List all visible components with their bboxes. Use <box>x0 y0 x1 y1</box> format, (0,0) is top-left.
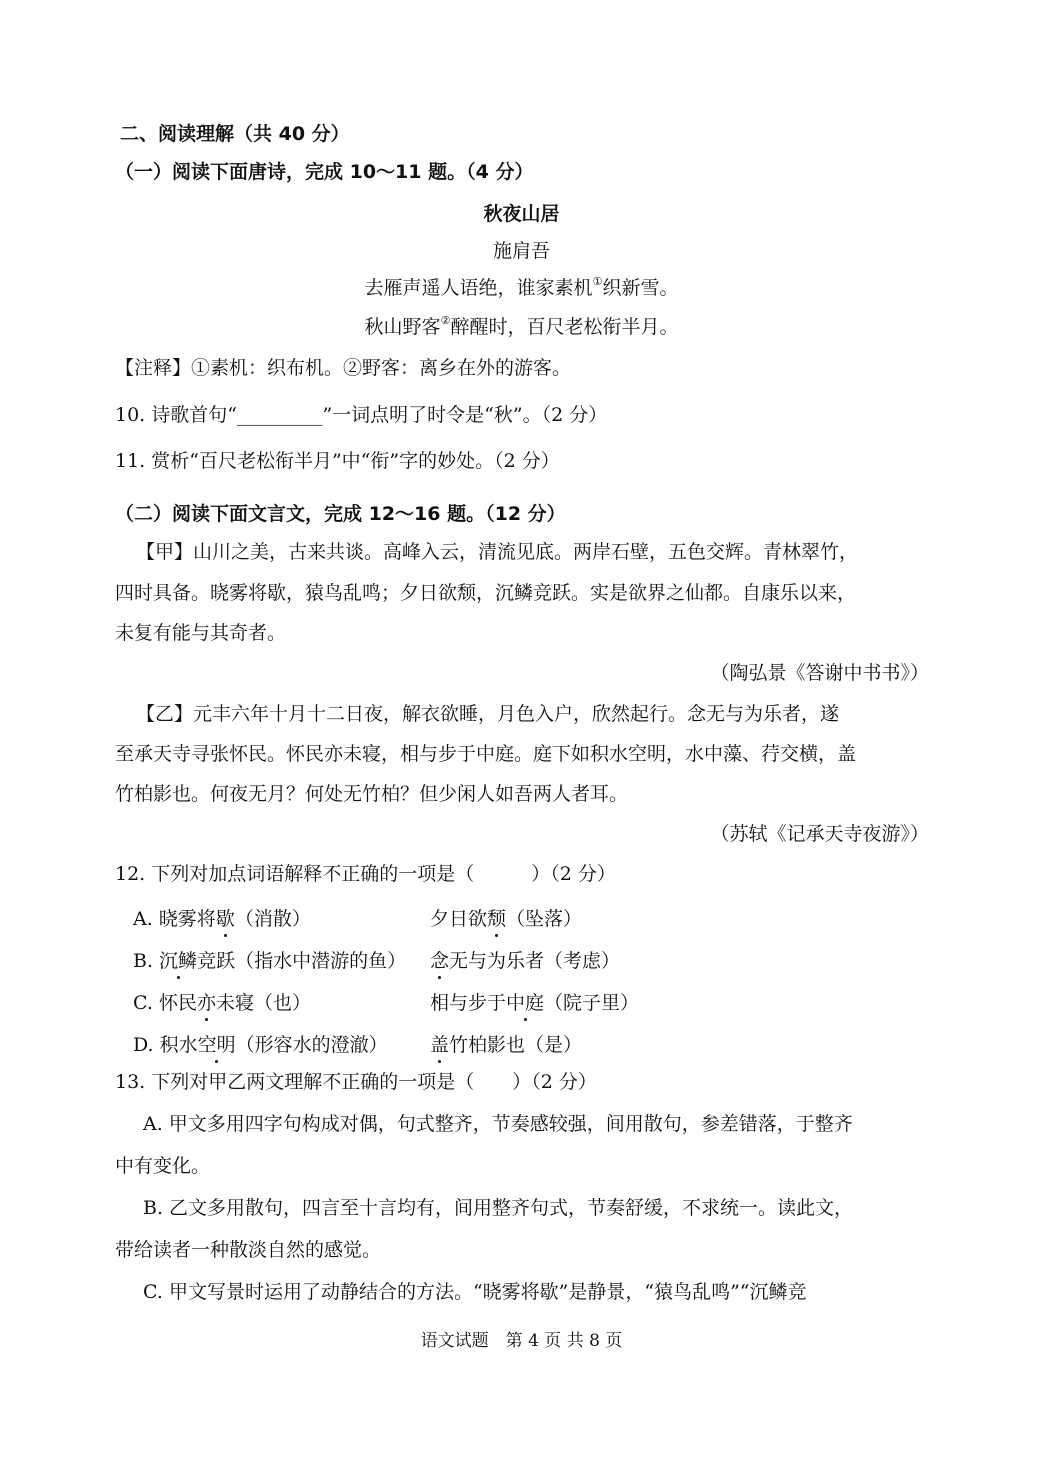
passage-jia-line-1: 【甲】山川之美，古来共谈。高峰入云，清流见底。两岸石壁，五色交辉。青林翠竹， <box>136 541 859 563</box>
passage-jia-line-3: 未复有能与其奇者。 <box>115 622 287 644</box>
footnote-marker-2: ② <box>440 314 451 327</box>
option-a-left: A. 晓雾将歇（消散） <box>133 904 311 931</box>
question-10: 10. 诗歌首句“_________”一词点明了时令是“秋”。（2 分） <box>115 404 608 426</box>
footnote-marker-1: ① <box>592 275 603 288</box>
passage-yi-line-1: 【乙】元丰六年十月十二日夜，解衣欲睡，月色入户，欣然起行。念无与为乐者，遂 <box>136 703 840 725</box>
passage-jia-source: （陶弘景《答谢中书书》） <box>710 662 929 684</box>
dotted-word: 盖 <box>430 1030 449 1057</box>
poem-note: 【注释】①素机：织布机。②野客：离乡在外的游客。 <box>115 357 572 379</box>
dotted-word: 颓 <box>487 904 506 931</box>
passage-yi-line-3: 竹柏影也。何夜无月？何处无竹柏？但少闲人如吾两人者耳。 <box>115 783 629 805</box>
dotted-word: 歇 <box>216 904 235 931</box>
part1-heading: （一）阅读下面唐诗，完成 10～11 题。（4 分） <box>115 161 534 183</box>
option-c-left: C. 怀民亦未寝（也） <box>133 988 311 1015</box>
dotted-word: 中庭 <box>506 988 544 1015</box>
question-11: 11. 赏析“百尺老松衔半月”中“衔”字的妙处。（2 分） <box>115 450 560 472</box>
option-d-left: D. 积水空明（形容水的澄澈） <box>133 1030 388 1057</box>
dotted-word: 空明 <box>198 1030 236 1057</box>
q13-option-a-line-1: A. 甲文多用四字句构成对偶，句式整齐，节奏感较强，间用散句，参差错落，于整齐 <box>143 1113 853 1135</box>
section-title: 二、阅读理解（共 40 分） <box>120 123 350 145</box>
passage-yi-source: （苏轼《记承天寺夜游》） <box>710 823 929 845</box>
part2-heading: （二）阅读下面文言文，完成 12～16 题。（12 分） <box>115 503 566 525</box>
q13-option-a-line-2: 中有变化。 <box>115 1155 211 1177</box>
poem-title: 秋夜山居 <box>483 203 560 225</box>
q13-option-b-line-2: 带给读者一种散淡自然的感觉。 <box>115 1239 382 1261</box>
question-12: 12. 下列对加点词语解释不正确的一项是（ ）（2 分） <box>115 863 616 885</box>
option-b-right: 念无与为乐者（考虑） <box>430 946 620 973</box>
poem-line-1: 去雁声遥人语绝，谁家素机①织新雪。 <box>364 275 679 299</box>
option-b-left: B. 沉鳞竞跃（指水中潜游的鱼） <box>133 946 406 973</box>
option-a-right: 夕日欲颓（坠落） <box>430 904 582 931</box>
option-c-right: 相与步于中庭（院子里） <box>430 988 639 1015</box>
dotted-word: 沉鳞 <box>159 946 197 973</box>
dotted-word: 念 <box>430 946 449 973</box>
poem-author: 施肩吾 <box>492 240 550 262</box>
dotted-word: 亦 <box>197 988 216 1015</box>
q13-option-b-line-1: B. 乙文多用散句，四言至十言均有，间用整齐句式，节奏舒缓，不求统一。读此文， <box>143 1197 854 1219</box>
poem-line-2: 秋山野客②醉醒时，百尺老松衔半月。 <box>364 314 679 338</box>
passage-yi-line-2: 至承天寺寻张怀民。怀民亦未寝，相与步于中庭。庭下如积水空明，水中藻、荇交横，盖 <box>115 743 857 765</box>
question-13: 13. 下列对甲乙两文理解不正确的一项是（ ）（2 分） <box>115 1071 597 1093</box>
page-footer: 语文试题 第 4 页 共 8 页 <box>420 1331 623 1351</box>
passage-jia-line-2: 四时具备。晓雾将歇，猿鸟乱鸣；夕日欲颓，沉鳞竞跃。实是欲界之仙都。自康乐以来， <box>115 582 857 604</box>
q13-option-c-line-1: C. 甲文写景时运用了动静结合的方法。“晓雾将歇”是静景，“猿鸟乱鸣”“沉鳞竞 <box>143 1281 807 1303</box>
option-d-right: 盖竹柏影也（是） <box>430 1030 582 1057</box>
